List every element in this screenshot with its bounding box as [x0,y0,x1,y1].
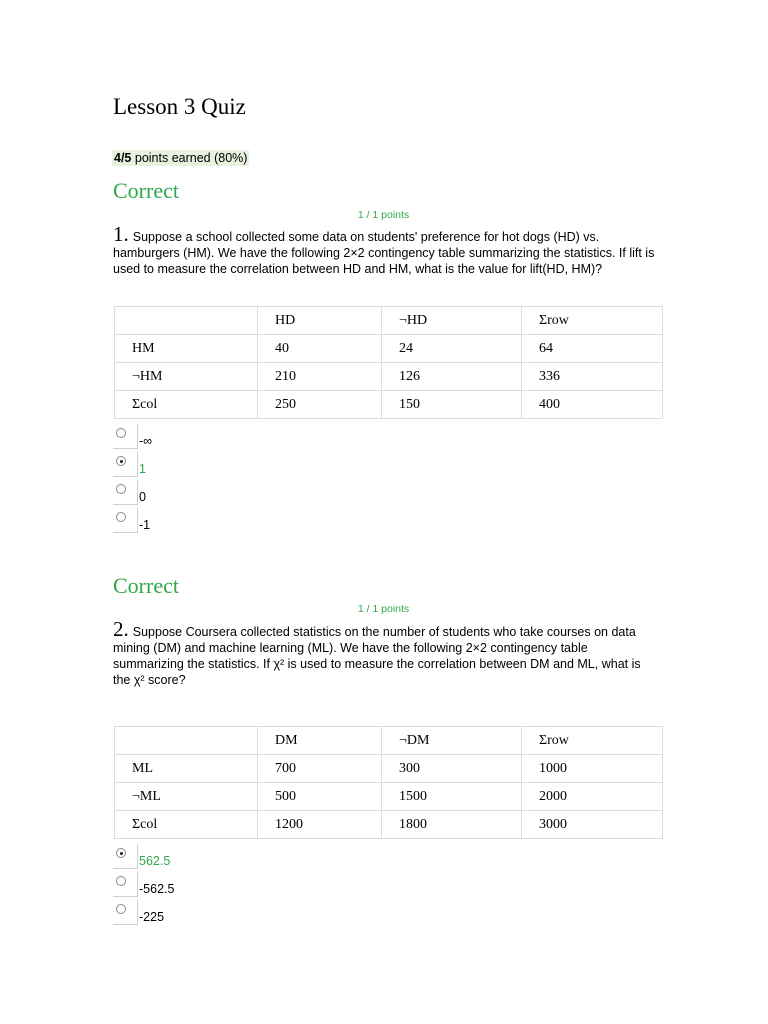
option-label: -∞ [139,434,153,448]
question-2-option-1[interactable] [113,844,373,872]
table-cell: 1200 [258,811,382,839]
table-cell: 1000 [522,755,663,783]
radio-checked-icon [116,848,126,858]
radio-button-selected[interactable] [113,452,138,477]
table-cell: Σrow [522,307,663,335]
question-2-status: Correct [113,573,179,598]
option-label: 0 [139,490,146,504]
radio-circle-icon [116,904,126,914]
table-cell: HD [258,307,382,335]
table-cell: ¬HM [115,363,258,391]
table-cell: 24 [382,335,522,363]
table-cell: ¬ML [115,783,258,811]
question-1-contingency-table [114,306,663,419]
radio-button[interactable] [113,872,138,897]
table-cell [115,307,258,335]
table-cell: Σcol [115,391,258,419]
option-label: -1 [139,518,151,532]
question-1-option-4[interactable] [113,508,373,536]
table-row [115,755,663,783]
table-row [115,783,663,811]
option-label: -562.5 [139,882,175,896]
question-1-text: Suppose a school collected some data on students' preference for hot dogs (HD) vs. hamburgers (HM). We have the following 2×2 contingency table summarizing the statistics. If lift is used to measure the correlation between HD and HM, what is the value for lift(HD, HM)? [113,230,655,276]
table-cell: 3000 [522,811,663,839]
question-1-status: Correct [113,178,179,203]
table-cell: 40 [258,335,382,363]
radio-circle-icon [116,428,126,438]
table-cell: 500 [258,783,382,811]
radio-button-selected[interactable] [113,844,138,869]
table-row [115,307,663,335]
table-row [115,727,663,755]
table-cell: ¬HD [382,307,522,335]
table-cell: 300 [382,755,522,783]
question-1-option-3[interactable] [113,480,373,508]
option-label: 1 [139,462,146,476]
table-cell: 1500 [382,783,522,811]
table-cell: Σcol [115,811,258,839]
question-2-option-2[interactable] [113,872,373,900]
table-cell: 1800 [382,811,522,839]
table-cell: 150 [382,391,522,419]
option-label: -225 [139,910,165,924]
question-2-contingency-table [114,726,663,839]
table-cell: 700 [258,755,382,783]
table-row [115,363,663,391]
score-text: points earned (80%) [131,151,248,165]
table-cell: 210 [258,363,382,391]
table-cell: ML [115,755,258,783]
radio-button[interactable] [113,424,138,449]
question-2-option-3[interactable] [113,900,373,928]
question-2-number: 2. [113,617,129,641]
question-1-text-block [113,222,661,277]
table-row [115,335,663,363]
table-cell: ¬DM [382,727,522,755]
question-1-option-2[interactable] [113,452,373,480]
radio-circle-icon [116,512,126,522]
table-cell: DM [258,727,382,755]
table-cell: HM [115,335,258,363]
option-label: 562.5 [139,854,171,868]
radio-circle-icon [116,876,126,886]
page-title: Lesson 3 Quiz [113,94,246,119]
question-1-number: 1. [113,222,129,246]
radio-button[interactable] [113,900,138,925]
table-cell [115,727,258,755]
table-row [115,811,663,839]
table-cell: Σrow [522,727,663,755]
score-value: 4/5 [114,151,132,165]
table-row [115,391,663,419]
question-2-text-block [113,617,661,688]
question-2-points: 1 / 1 points [357,603,410,615]
question-2-text: Suppose Coursera collected statistics on the number of students who take courses on data mining (DM) and machine learning (ML). We have the following 2×2 contingency table summarizing the statistics. If χ² is used to measure the correlation between DM and ML, what is the χ² score? [113,625,641,687]
radio-button[interactable] [113,480,138,505]
score-summary [112,150,249,166]
question-1-option-1[interactable] [113,424,373,452]
table-cell: 250 [258,391,382,419]
radio-circle-icon [116,484,126,494]
question-1-points: 1 / 1 points [357,209,410,221]
table-cell: 126 [382,363,522,391]
table-cell: 2000 [522,783,663,811]
radio-button[interactable] [113,508,138,533]
table-cell: 400 [522,391,663,419]
radio-checked-icon [116,456,126,466]
table-cell: 64 [522,335,663,363]
table-cell: 336 [522,363,663,391]
